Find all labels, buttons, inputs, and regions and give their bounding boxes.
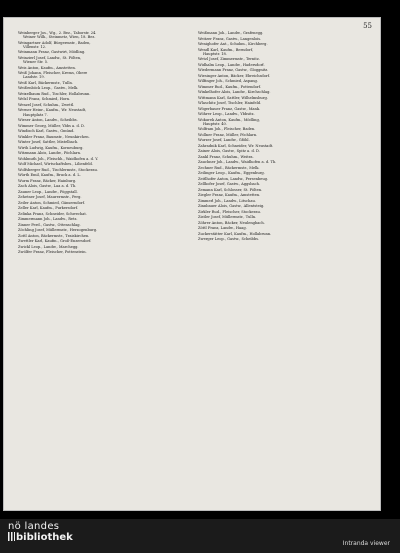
directory-entry — [18, 184, 194, 188]
entry-line: Zinnbauer Alois, Gastw., Allentsteig. — [198, 204, 265, 209]
entry-line: Zottl Anton, Bäckermstr., Traiskirchen. — [18, 233, 90, 238]
entry-line: Weinzierl Josef, Landw., St. Pölten, — [18, 55, 82, 60]
directory-entry — [198, 101, 374, 105]
directory-entry — [18, 173, 194, 177]
directory-entry — [18, 217, 194, 221]
entry-line: Zemann Karl, Schlosser, St. Pölten. — [198, 187, 263, 192]
entry-line: Weiß Johann, Fleischer, Krems, Obere — [18, 71, 88, 76]
directory-entry — [198, 57, 374, 61]
entry-line: Wiedermann Franz, Gastw., Gloggnitz. — [198, 68, 269, 73]
directory-entry — [18, 168, 194, 172]
entry-line: Zöhrer Anton, Bäcker, Neulengbach. — [198, 220, 265, 225]
entry-line: Wirth Ludwig, Kaufm., Korneuburg. — [18, 145, 84, 150]
entry-line: Zeiler Anton, Schmied, Gänserndorf. — [18, 200, 85, 205]
entry-line: Zeller Karl, Kaufm., Purkersdorf. — [18, 206, 79, 211]
entry-line: Wiesinger Anton, Bäcker, Ebreichsdorf. — [198, 73, 270, 78]
directory-entry — [198, 42, 374, 46]
entry-line: Zöchling Josef, Müllermstr., Herzogenburg. — [18, 228, 98, 233]
directory-entry — [18, 41, 194, 49]
entry-line: Wetzl Josef, Zimmermstr., Ternitz. — [198, 57, 260, 62]
entry-line: Zauner Leop., Landw., Pöggstall. — [18, 189, 78, 194]
entry-line: Zellhofer Josef, Gastw., Aggsbach. — [198, 182, 261, 187]
directory-entry — [18, 250, 194, 254]
directory-entry — [198, 74, 374, 78]
directory-entry — [198, 37, 374, 41]
entry-line: Zahradnik Karl, Schneider, Wr. Neustadt. — [198, 143, 274, 148]
directory-entry — [198, 63, 374, 67]
directory-entry — [198, 112, 374, 116]
entry-line: Zankl Franz, Schuhm., Weitra. — [198, 154, 254, 159]
entry-line: Wittmann Karl, Sattler, Wilhelmsburg. — [198, 95, 268, 100]
directory-entry — [18, 162, 194, 166]
entry-line: Wolf Michael, Wirtschaftsbes., Lilienfeld. — [18, 162, 93, 167]
directory-entry — [198, 107, 374, 111]
entry-line: Wlaschitz Josef, Tischler, Hainfeld. — [198, 101, 262, 106]
directory-entry — [18, 31, 194, 39]
entry-line: Weixelbaum Rud., Tischler, Hollabrunn. — [18, 91, 91, 96]
directory-entry — [18, 234, 194, 238]
entry-line: Zimmerl Joh., Landw., Litschau. — [198, 198, 256, 203]
directory-entry — [198, 232, 374, 236]
entry-line: Winter Josef, Sattler, Mistelbach. — [18, 140, 79, 145]
directory-entry — [198, 96, 374, 100]
entry-line: Wurm Franz, Bäcker, Hainburg. — [18, 178, 77, 183]
entry-line: Zimmermann Joh., Landw., Retz. — [18, 217, 78, 222]
entry-line: Wokurek Anton, Kaufm., Mödling, — [198, 117, 260, 122]
directory-entry — [198, 199, 374, 203]
page-number: 55 — [363, 22, 372, 30]
entry-line: Ziegler Franz, Kaufm., Amstetten. — [198, 193, 261, 198]
entry-line: Weiß Karl, Bäckermstr., Tulln. — [18, 80, 73, 85]
entry-line: Zainer Alois, Gastw., Spitz a. d. D. — [198, 149, 260, 154]
directory-entry — [198, 138, 374, 142]
directory-entry — [18, 103, 194, 107]
entry-line: Zehetner Josef, Maurermstr., Perg. — [18, 195, 82, 200]
directory-entry — [18, 201, 194, 205]
entry-line: Weitzer Franz, Gastw., Langenlois. — [198, 36, 262, 41]
entry-line: Weiner Wilh., Steinmetz, Wien, 18. Bez. — [23, 35, 96, 40]
document-page — [4, 18, 380, 510]
entry-line: Zach Alois, Gastw., Laa a. d. Th. — [18, 184, 77, 189]
entry-line: Zöttl Franz, Landw., Haag. — [198, 226, 247, 231]
entry-line: Wieser Anton, Landw., Scheibbs. — [18, 118, 78, 123]
directory-entry — [18, 190, 194, 194]
entry-line: Wögerbauer Franz, Gastw., Mank. — [198, 106, 261, 111]
entry-line: Weis Anton, Kaufm., Amstetten. — [18, 65, 76, 70]
entry-line: Zwickl Leop., Landw., Marchegg. — [18, 244, 79, 249]
directory-entry — [198, 221, 374, 225]
entry-line: Wilfinger Joh., Schmied, Aspang. — [198, 79, 258, 84]
directory-entry — [18, 195, 194, 199]
directory-entry — [198, 193, 374, 197]
directory-entry — [198, 79, 374, 83]
viewer-label[interactable]: Intranda viewer — [342, 540, 390, 547]
entry-line: Wimmer Rud., Kaufm., Pottendorf. — [198, 84, 261, 89]
entry-line: Zeitlhofer Anton, Landw., Persenbeug. — [198, 176, 269, 181]
entry-line: Weinberger Jos., Wg., 2. Bez., Taborstr. 24. — [18, 31, 97, 35]
directory-entry — [18, 108, 194, 116]
directory-entry — [18, 135, 194, 139]
entry-line: Wolfram Joh., Fleischer, Baden. — [198, 127, 256, 132]
entry-line: Welzl Franz, Schmied, Horn. — [18, 97, 71, 102]
logo-bars-icon — [8, 532, 15, 541]
directory-entry — [18, 66, 194, 70]
entry-line: Zauchner Joh., Landw., Waidhofen a. d. Th. — [198, 160, 277, 165]
entry-line: Windisch Karl, Gastw., Gmünd. — [18, 129, 75, 134]
directory-entry — [18, 223, 194, 227]
directory-entry — [198, 171, 374, 175]
entry-line: Zirkler Rud., Fleischer, Stockerau. — [198, 209, 261, 214]
entry-line: Zechner Rud., Bäckermstr., Melk. — [198, 165, 260, 170]
directory-entry — [18, 245, 194, 249]
directory-entry — [198, 166, 374, 170]
entry-line: Weißmann Joh., Landw., Grafenegg. — [198, 31, 264, 35]
directory-entry — [18, 157, 194, 161]
directory-entry — [18, 151, 194, 155]
directory-entry — [18, 50, 194, 54]
directory-entry — [198, 177, 374, 181]
entry-line: Zwerger Leop., Gastw., Scheibbs. — [198, 237, 260, 242]
entry-line: Widhalm Leop., Landw., Hadersdorf. — [198, 62, 265, 67]
directory-entry — [18, 146, 194, 150]
directory-entry — [198, 160, 374, 164]
directory-entry — [198, 155, 374, 159]
entry-line: Wendl Karl, Kaufm., Berndorf, — [198, 47, 254, 52]
entry-line: Zwölfer Franz, Fleischer, Pottenstein. — [18, 250, 87, 255]
entry-line: Werner Heinr., Kaufm., Wr. Neustadt, — [18, 108, 87, 113]
directory-entry — [198, 182, 374, 186]
directory-entry — [198, 68, 374, 72]
directory-entry — [18, 71, 194, 79]
entry-line: Wenighofer Ant., Schuhm., Kirchberg. — [198, 42, 268, 46]
directory-entry — [198, 85, 374, 89]
entry-line: Wöhrer Leop., Landw., Ybbsitz. — [198, 112, 255, 117]
directory-entry — [18, 97, 194, 101]
directory-entry — [18, 140, 194, 144]
directory-entry — [198, 237, 374, 241]
directory-entry — [198, 144, 374, 148]
directory-entry — [198, 118, 374, 126]
logo-line-2: bibliothek — [16, 532, 73, 543]
directory-entry — [198, 48, 374, 56]
directory-entry — [18, 129, 194, 133]
entry-line: Wiener Str. 5. — [23, 60, 49, 65]
entry-line: Wimmer Georg, Müller, Ybbs a. d. D. — [18, 123, 85, 128]
right-column — [198, 31, 374, 243]
entry-line: Würth Emil, Kaufm., Bruck a. d. L. — [18, 173, 81, 178]
directory-entry — [18, 179, 194, 183]
directory-entry — [198, 127, 374, 131]
directory-entry — [18, 124, 194, 128]
entry-line: Weingartner Adolf, Bürgermstr., Baden, — [18, 40, 91, 45]
entry-line: Wurzer Josef, Landw., Gföhl. — [198, 138, 250, 143]
directory-entry — [198, 188, 374, 192]
entry-line: Zuckerstätter Karl, Kaufm., Hollabrunn. — [198, 231, 272, 236]
left-column — [18, 31, 194, 256]
entry-line: Hauptstr. 40. — [203, 121, 227, 126]
entry-line: Wenzel Josef, Schuhm., Zwettl. — [18, 102, 75, 107]
directory-entry — [18, 228, 194, 232]
directory-entry — [198, 215, 374, 219]
directory-entry — [18, 92, 194, 96]
entry-line: Wolfsberger Rud., Tischlermstr., Stockerau. — [18, 167, 98, 172]
directory-entry — [198, 149, 374, 153]
directory-entry — [18, 56, 194, 64]
entry-line: Weißenböck Leop., Gastw., Melk. — [18, 86, 79, 91]
directory-entry — [18, 81, 194, 85]
entry-line: Zelinka Franz, Schneider, Schwechat. — [18, 211, 88, 216]
entry-line: Landstr. 19. — [23, 75, 45, 80]
directory-entry — [18, 206, 194, 210]
entry-line: Weinmann Franz, Gastwirt, Mödling. — [18, 50, 86, 55]
entry-line: Witzmann Alois, Landw., Pöchlarn. — [18, 151, 82, 156]
entry-line: Hauptstr. 18. — [203, 51, 227, 56]
entry-line: Wollner Franz, Müller, Pöchlarn. — [198, 132, 258, 137]
directory-entry — [18, 118, 194, 122]
directory-entry — [198, 204, 374, 208]
entry-line: Wohlmuth Joh., Fleischh., Waidhofen a. d. Y. — [18, 156, 99, 161]
entry-line: Hauptplatz 7. — [23, 112, 48, 117]
logo-line-1: nö landes — [8, 521, 60, 532]
directory-entry — [198, 90, 374, 94]
directory-entry — [198, 226, 374, 230]
entry-line: Zistler Josef, Müllermstr., Tulln. — [198, 215, 257, 220]
entry-line: Winkelhofer Alois, Landw., Kirchschlag. — [198, 90, 271, 95]
entry-line: Winkler Franz, Baumstr., Neunkirchen. — [18, 134, 90, 139]
directory-entry — [18, 212, 194, 216]
directory-entry — [18, 239, 194, 243]
entry-line: Villenstr. 12. — [23, 44, 47, 49]
entry-line: Zeilinger Leop., Kaufm., Eggenburg. — [198, 171, 265, 176]
entry-line: Zwettler Karl, Kaufm., Groß-Enzersdorf. — [18, 239, 92, 244]
directory-entry — [198, 210, 374, 214]
library-logo[interactable] — [8, 522, 73, 543]
directory-entry — [198, 133, 374, 137]
entry-line: Zinner Ferd., Gastw., Ottenschlag. — [18, 222, 81, 227]
directory-entry — [198, 31, 374, 35]
directory-entry — [18, 86, 194, 90]
